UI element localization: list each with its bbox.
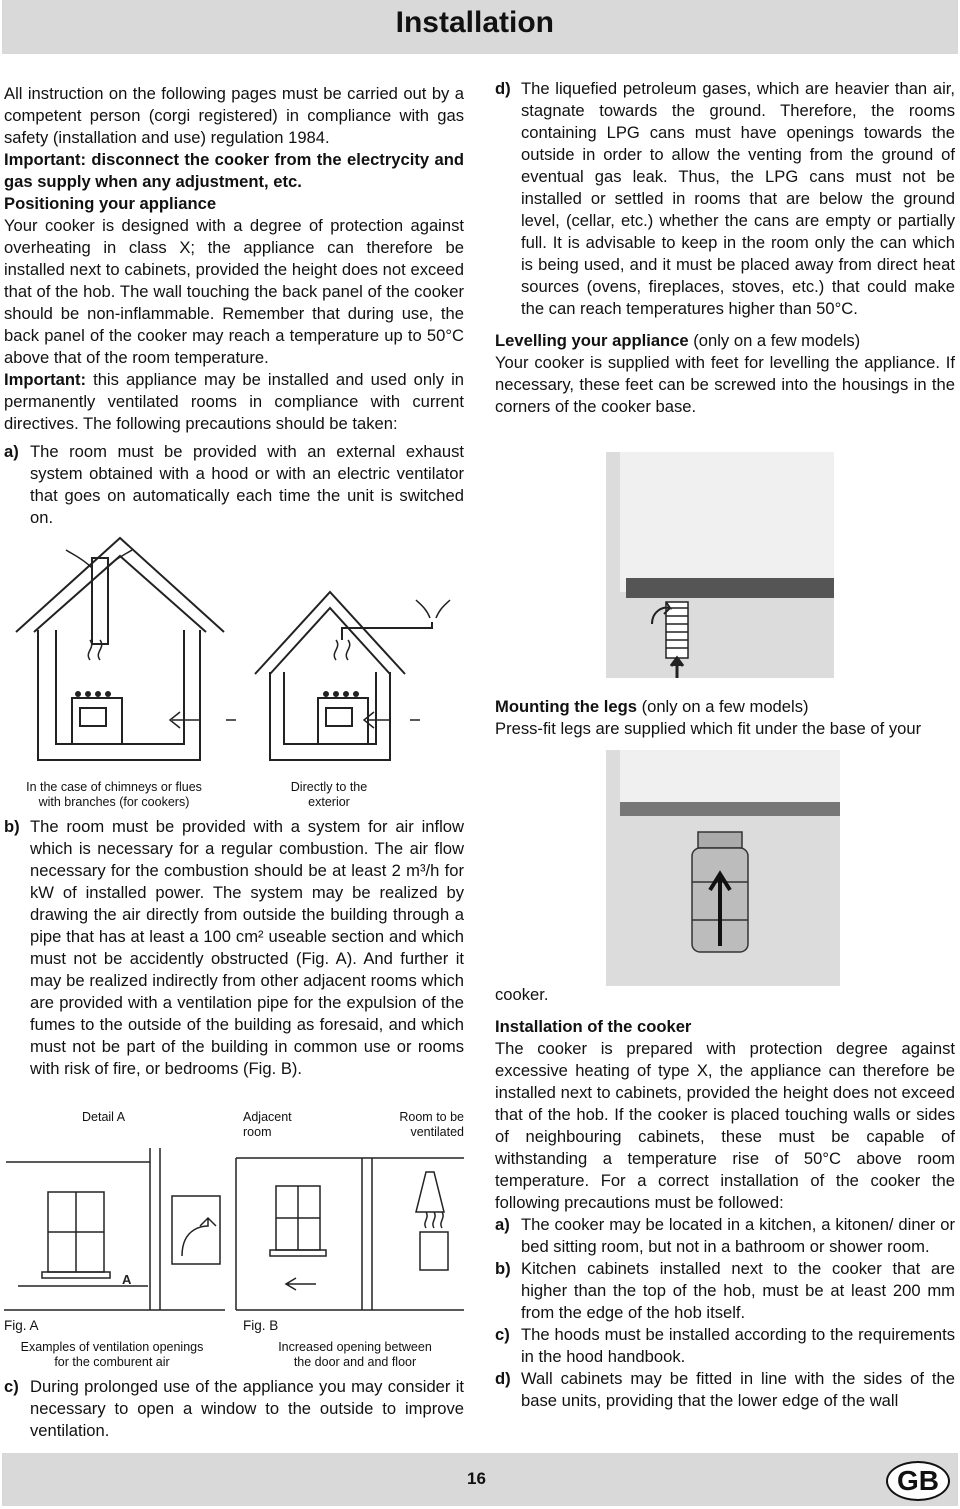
important-label: Important: <box>4 370 87 389</box>
positioning-paragraph: Your cooker is designed with a degree of protection against overheating in class X; the appliance can therefore be installed next to cabinets, provided the height does not exceed that of the hob. The wall touching the back panel of the cooker should be non-inflammable. Remember that during use, the back panel of the cooker may reach a temperature up to 50°C above that of the room temperature. <box>4 216 464 367</box>
chimney-caption: In the case of chimneys or flues with branches (for cookers) <box>26 780 202 809</box>
country-badge: GB <box>886 1461 950 1501</box>
install-c-text: The hoods must be installed according to the requirements in the hood handbook. <box>521 1325 955 1366</box>
install-paragraph: The cooker is prepared with protection degree against excessive heating of type X, the appliance can therefore be installed next to cabinets, provided the height does not exceed that of the hob. If the cooker is placed touching walls or sides of neighbouring cabinets, these must be capable of withstanding a temperature rise of 50°C above room temperature. For a correct installation of the cooker the following precautions must be followed: <box>495 1039 955 1212</box>
mounting-paragraph-end: cooker. <box>495 985 549 1004</box>
important-paragraph <box>4 369 464 435</box>
install-d <box>495 1368 955 1412</box>
mounting-note: (only on a few models) <box>636 697 809 716</box>
intro-paragraph: All instruction on the following pages must be carried out by a competent person (corgi registered) in compliance with gas safety (installation and use) regulation 1984. <box>4 84 464 147</box>
precaution-d <box>495 78 955 320</box>
exterior-caption: Directly to the exterior <box>290 780 368 809</box>
fig-b-caption: Increased opening between the door and and floor <box>278 1340 432 1369</box>
install-b <box>495 1258 955 1324</box>
room-ventilated-label: Room to be ventilated <box>399 1110 464 1139</box>
detail-a-marker: A <box>122 1272 132 1287</box>
precaution-c <box>4 1376 464 1442</box>
page-header-bar <box>2 0 958 54</box>
mounting-heading-line <box>495 696 955 718</box>
page-title: Installation <box>395 6 554 39</box>
install-b-label: b) <box>495 1259 511 1278</box>
mounting-paragraph: Press-fit legs are supplied which fit under the base of your <box>495 719 922 738</box>
right-column-top <box>495 78 955 418</box>
install-c-label: c) <box>495 1325 510 1344</box>
left-column-middle <box>4 816 464 1080</box>
install-heading: Installation of the cooker <box>495 1017 692 1036</box>
right-column-bottom <box>495 984 955 1412</box>
positioning-heading: Positioning your appliance <box>4 194 217 213</box>
install-d-label: d) <box>495 1369 511 1388</box>
install-a <box>495 1214 955 1258</box>
precaution-b-label: b) <box>4 817 20 836</box>
precaution-b-text: The room must be provided with a system for air inflow which is necessary for a regular combustion. The air flow necessary for the combustion should be at least 2 m³/h for kW of installed power. The system may be realized by drawing the air directly from outside the building through a pipe that has at least a 100 cm² useable section and which must not be accidently obstructed (Fig. A). And further it may be realized indirectly from other adjacent rooms which are provided with a ventilation pipe for the expulsion of the fumes to the outside of the building as foresaid, and which must not be part of the building in common use or rooms with risk of fire, or bedrooms (Fig. B). <box>30 817 464 1078</box>
install-d-text: Wall cabinets may be fitted in line with the sides of the base units, providing that the lower edge of the wall <box>521 1369 955 1410</box>
fig-a-label: Fig. A <box>4 1318 39 1333</box>
fig-a-caption: Examples of ventilation openings for the comburent air <box>20 1340 204 1369</box>
precaution-a-label: a) <box>4 442 19 461</box>
install-c <box>495 1324 955 1368</box>
fig-b-label: Fig. B <box>243 1318 279 1333</box>
precaution-c-text: During prolonged use of the appliance you may consider it necessary to open a window to the outside to improve ventilation. <box>30 1377 464 1440</box>
install-a-text: The cooker may be located in a kitchen, a kitonen/ diner or bed sitting room, but not in a bathroom or shower room. <box>521 1215 955 1256</box>
precaution-b <box>4 816 464 1080</box>
levelling-heading-line <box>495 330 955 352</box>
levelling-note: (only on a few models) <box>688 331 861 350</box>
intro-important: Important: disconnect the cooker from the electrycity and gas supply when any adjustment, etc. <box>4 150 464 191</box>
adjacent-room-label: Adjacent room <box>243 1110 292 1139</box>
page-footer-bar <box>2 1453 958 1506</box>
page-number: 16 <box>467 1469 486 1488</box>
levelling-paragraph: Your cooker is supplied with feet for levelling the appliance. If necessary, these feet can be screwed into the housings in the corners of the cooker base. <box>495 353 955 416</box>
mounting-heading: Mounting the legs <box>495 697 637 716</box>
precaution-a <box>4 441 464 529</box>
ventilation-figures-diagram <box>0 1140 470 1320</box>
precaution-d-text: The liquefied petroleum gases, which are heavier than air, stagnate towards the ground. Therefore, the rooms containing LPG cans must have openings towards the outside in order to allow the venting from the ground of eventual gas leak. Thus, the LPG cans must not be installed or settled in rooms that are below the ground level, (cellar, etc.) whether the cans are empty or partially full. It is advisable to keep in the room only the can which is being used, and it must be placed away from direct heat sources (ovens, fireplaces, stoves, etc.) that could make the can reach temperatures higher than 50°C. <box>521 79 955 318</box>
left-column-bottom <box>4 1376 464 1442</box>
precaution-d-label: d) <box>495 79 511 98</box>
important-text: this appliance may be installed and used only in permanently ventilated rooms in compliance with current directives. The following precautions should be taken: <box>4 370 464 433</box>
install-a-label: a) <box>495 1215 510 1234</box>
precaution-c-label: c) <box>4 1377 19 1396</box>
precaution-a-text: The room must be provided with an external exhaust system obtained with a hood or with an electric ventilator that goes on automatically each time the unit is switched on. <box>30 442 464 527</box>
mounting-block <box>495 696 955 740</box>
detail-a-label: Detail A <box>82 1110 126 1124</box>
left-column-top <box>4 83 464 529</box>
install-b-text: Kitchen cabinets installed next to the cooker that are higher than the top of the hob, must be at least 200 mm from the edge of the hob itself. <box>521 1259 955 1322</box>
levelling-feet-diagram <box>600 452 840 682</box>
levelling-heading: Levelling your appliance <box>495 331 689 350</box>
mounting-legs-diagram <box>598 750 848 990</box>
ventilation-houses-diagram <box>0 548 470 788</box>
